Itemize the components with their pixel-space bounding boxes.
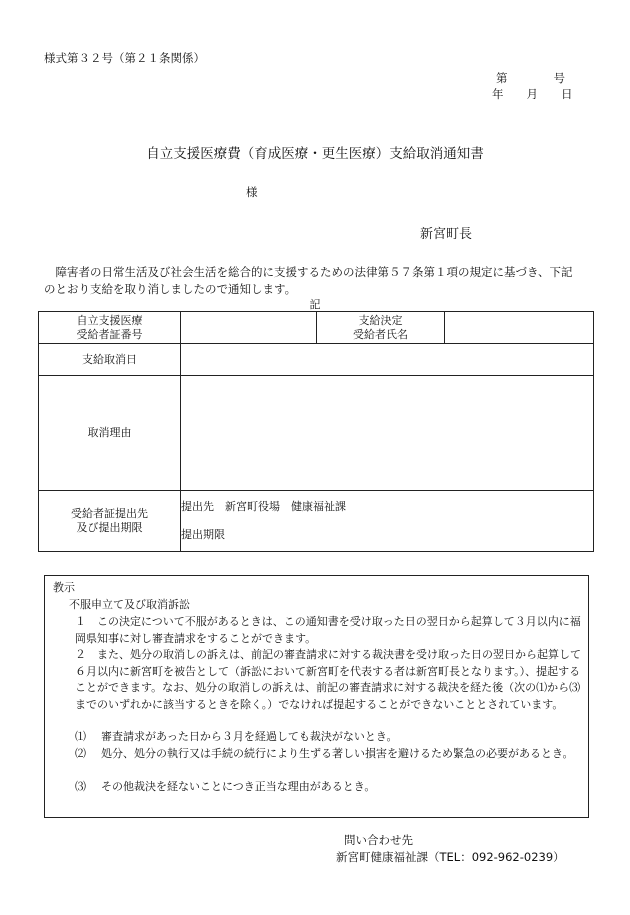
cancel-date-field[interactable] [181, 344, 594, 376]
document-title: 自立支援医療費（育成医療・更生医療）支給取消通知書 [146, 146, 484, 162]
document-number: 第 号 [496, 71, 565, 85]
notice-item-1-gap [86, 615, 97, 628]
notice-item-1 [75, 614, 581, 647]
addressee: 様 [246, 185, 258, 199]
certificate-number-label [39, 312, 181, 344]
notice-sub-3-text: その他裁決を経ないことにつき正当な理由があるとき。 [101, 780, 376, 793]
body-text [44, 264, 584, 297]
body-text-content: 障害者の日常生活及び社会生活を総合的に支援するための法律第５７条第１項の規定に基づき、下記のとおり支給を取り消しましたので通知します。 [44, 265, 573, 296]
notice-subtitle: 不服申立て及び取消訴訟 [69, 598, 190, 611]
submission-field[interactable] [181, 491, 594, 552]
notice-item-1-num: １ [75, 615, 86, 628]
ki-label: 記 [309, 298, 321, 311]
contact-heading: 問い合わせ先 [344, 833, 413, 847]
issue-date: 年 月 日 [492, 87, 573, 101]
certificate-number-field[interactable] [181, 312, 317, 344]
certificate-number-label-line1: 自立支援医療 [76, 313, 143, 327]
notice-sub-1-num: ⑴ [75, 730, 86, 743]
submission-label [39, 491, 181, 552]
notice-sub-3-num: ⑶ [75, 780, 86, 793]
submission-label-line2: 及び提出期限 [76, 521, 143, 534]
certificate-number-label-line2: 受給者証番号 [76, 327, 143, 341]
issuer: 新宮町長 [420, 227, 473, 242]
notice-item-2-gap [86, 648, 97, 661]
notice-sub-2-num: ⑵ [75, 747, 86, 760]
cancel-date-label: 支給取消日 [39, 344, 181, 376]
recipient-name-label [317, 312, 445, 344]
submission-label-line1: 受給者証提出先 [71, 507, 148, 520]
form-number: 様式第３２号（第２１条関係） [44, 51, 205, 65]
submission-deadline: 提出期限 [181, 528, 225, 541]
recipient-name-label-line2: 受給者氏名 [353, 327, 408, 341]
notice-sub-2-text: 処分、処分の執行又は手続の続行により生ずる著しい損害を避けるため緊急の必要があるとき。 [101, 747, 574, 760]
recipient-name-label-line1: 支給決定 [358, 313, 403, 327]
notice-title: 教示 [53, 581, 75, 594]
notice-item-2 [75, 647, 581, 713]
notice-sub-1-text: 審査請求があった日から３月を経過しても裁決がないとき。 [101, 730, 398, 743]
submission-place: 提出先 新宮町役場 健康福祉課 [181, 500, 346, 513]
notice-item-1-text: この決定について不服があるときは、この通知書を受け取った日の翌日から起算して３月以内に福岡県知事に対し審査請求をすることができます。 [75, 615, 581, 645]
recipient-name-field[interactable] [445, 312, 594, 344]
body-indent [44, 265, 56, 279]
reason-label: 取消理由 [39, 376, 181, 491]
cancellation-details-table [38, 311, 594, 552]
notice-item-2-text: また、処分の取消しの訴えは、前記の審査請求に対する裁決書を受け取った日の翌日から起算して６月以内に新宮町を被告として（訴訟において新宮町を代表する者は新宮町長となります。）、提起することができます。なお、処分の取消しの訴えは、前記の審査請求に対する裁決を経た後（次の⑴から⑶までのいずれかに該当するときを除く。）でなければ提起することができないこととされています。 [75, 648, 581, 711]
appeal-notice-box [44, 575, 589, 818]
contact-info: 新宮町健康福祉課（TEL：092-962-0239） [336, 850, 565, 864]
reason-field[interactable] [181, 376, 594, 491]
notice-item-2-num: ２ [75, 648, 86, 661]
